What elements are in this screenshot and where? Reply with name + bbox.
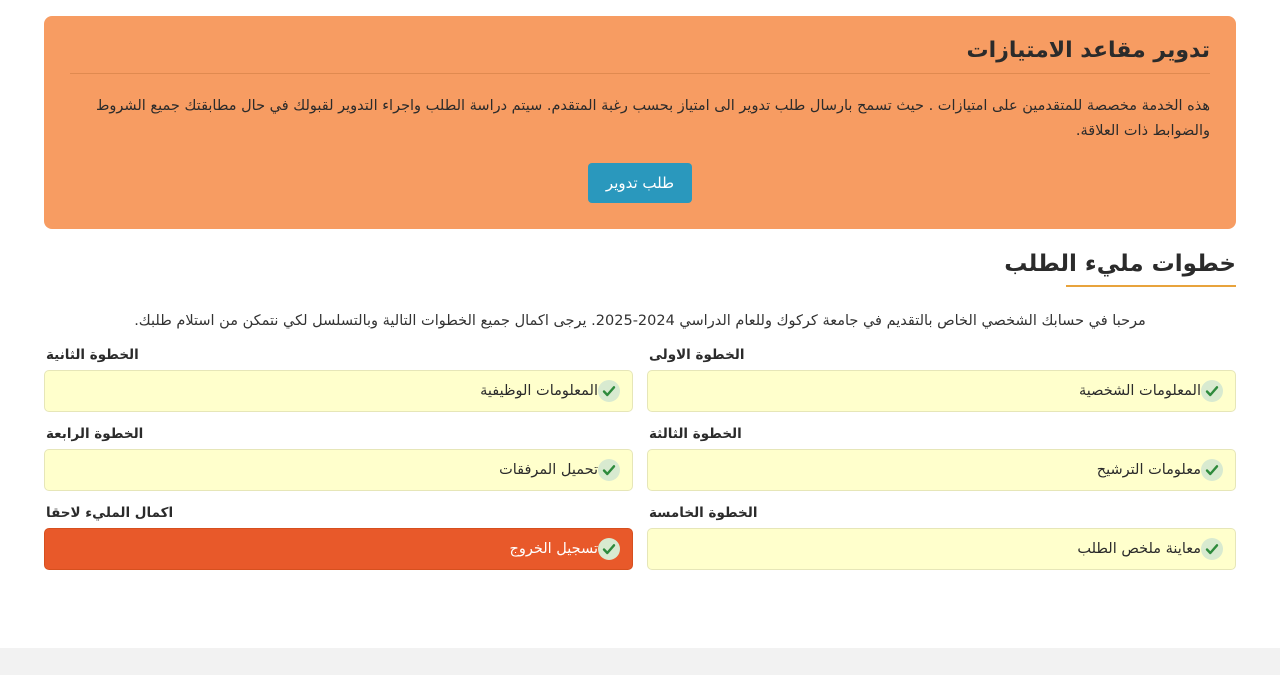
step-cell-3 (647, 426, 1236, 505)
step-text-1: المعلومات الشخصية (1078, 382, 1201, 399)
step-item-job-info[interactable] (44, 370, 633, 412)
logout-button[interactable] (44, 528, 633, 570)
step-cell-1 (647, 347, 1236, 426)
step-label-6: اكمال المليء لاحقا (46, 504, 174, 521)
step-item-personal-info[interactable] (647, 370, 1236, 412)
steps-section-title: خطوات مليء الطلب (1004, 250, 1236, 277)
step-label-5: الخطوة الخامسة (649, 504, 758, 521)
step-cell-5 (647, 505, 1236, 584)
step-item-nomination-info[interactable] (647, 449, 1236, 491)
check-circle-icon (598, 538, 620, 560)
panel-button-container (70, 163, 1210, 203)
request-rotation-button[interactable]: طلب تدوير (588, 163, 692, 203)
privilege-rotation-panel (44, 16, 1236, 229)
step-item-upload-attachments[interactable] (44, 449, 633, 491)
step-text-3: معلومات الترشيح (1096, 461, 1201, 478)
check-circle-icon (598, 380, 620, 402)
check-circle-icon (598, 459, 620, 481)
bottom-bar (0, 648, 1280, 675)
panel-title: تدوير مقاعد الامتيازات (70, 38, 1210, 74)
step-label-3: الخطوة الثالثة (649, 425, 742, 442)
step-label-2: الخطوة الثانية (46, 346, 139, 363)
check-circle-icon (1201, 459, 1223, 481)
panel-description: هذه الخدمة مخصصة للمتقدمين على امتيازات . حيث تسمح بارسال طلب تدوير الى امتياز بحسب رغبة المتقدم. سيتم دراسة الطلب واجراء التدوير لقبولك في حال مطابقتك جميع الشروط والضوابط ذات العلاقة. (96, 98, 1210, 140)
steps-grid (44, 347, 1236, 584)
section-underline (1066, 285, 1236, 287)
check-circle-icon (1201, 380, 1223, 402)
step-text-5: معاينة ملخص الطلب (1077, 540, 1201, 557)
check-circle-icon (1201, 538, 1223, 560)
step-item-review-summary[interactable] (647, 528, 1236, 570)
step-label-4: الخطوة الرابعة (46, 425, 144, 442)
step-text-6: تسجيل الخروج (509, 540, 598, 557)
step-cell-4 (44, 426, 633, 505)
step-text-4: تحميل المرفقات (499, 461, 598, 478)
step-label-1: الخطوة الاولى (649, 346, 745, 363)
welcome-intro-text: مرحبا في حسابك الشخصي الخاص بالتقديم في جامعة كركوك وللعام الدراسي 2024-2025. يرجى اكمال جميع الخطوات التالية وبالتسلسل لكي نتمكن من استلام طلبك. (134, 312, 1146, 329)
step-cell-6 (44, 505, 633, 584)
step-cell-2 (44, 347, 633, 426)
step-text-2: المعلومات الوظيفية (480, 382, 598, 399)
